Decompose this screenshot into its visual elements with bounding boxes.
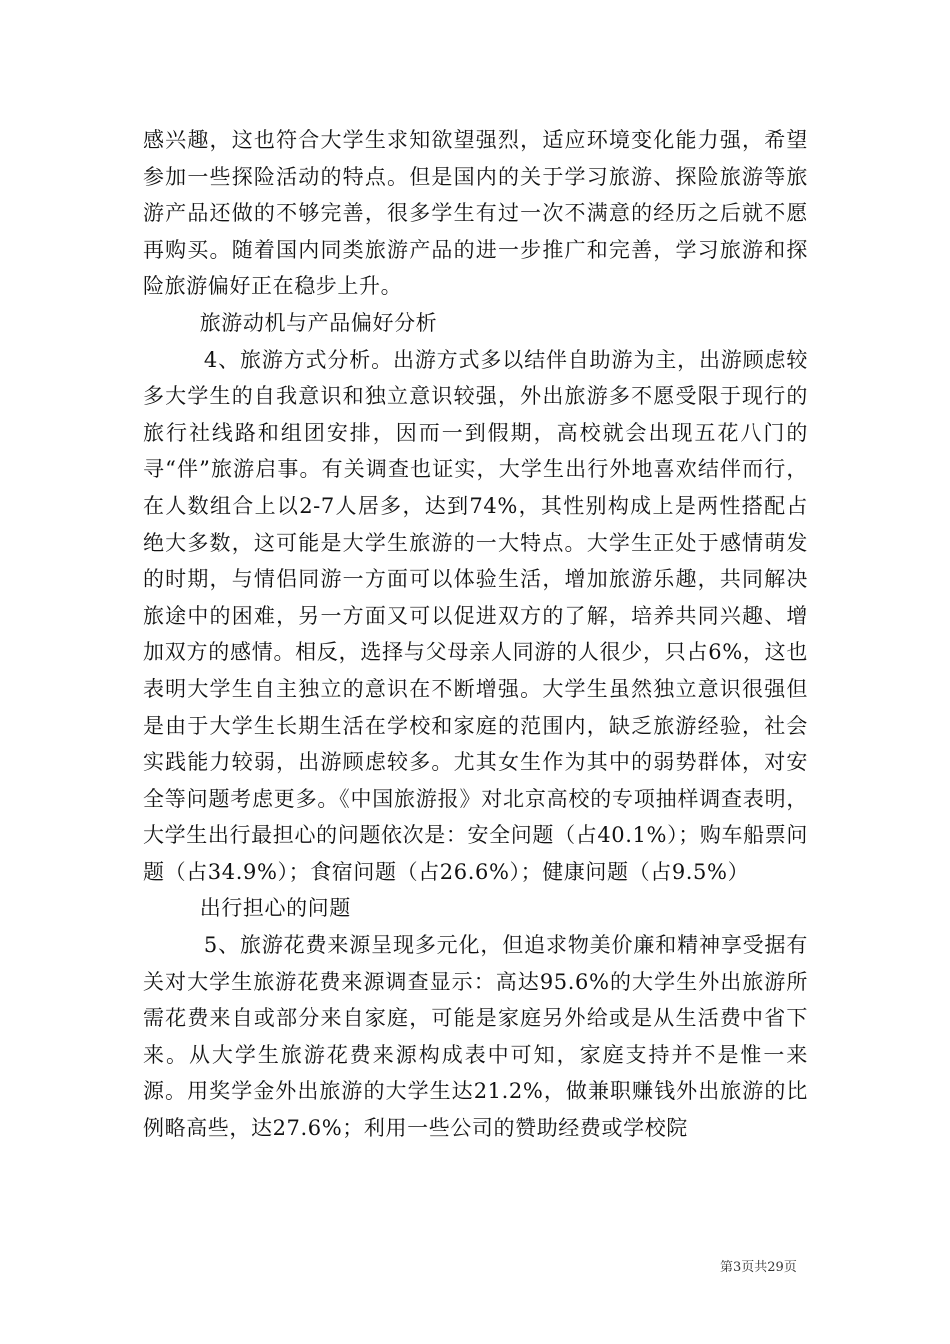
figure-caption-motivation: 旅游动机与产品偏好分析: [199, 310, 438, 335]
document-body: [143, 122, 808, 1147]
page-number: 第3页共29页: [720, 1260, 797, 1275]
paragraph-travel-mode: 4、旅游方式分析。出游方式多以结伴自助游为主，出游顾虑较多大学生的自我意识和独立意识较强，外出旅游多不愿受限于现行的旅行社线路和组团安排，因而一到假期，高校就会出现五花八门的寻“伴”旅游启事。有关调查也证实，大学生出行外地喜欢结伴而行，在人数组合上以2-7人居多，达到74%，其性别构成上是两性搭配占绝大多数，这可能是大学生旅游的一大特点。大学生正处于感情萌发的时期，与情侣同游一方面可以体验生活，增加旅游乐趣，共同解决旅途中的困难，另一方面又可以促进双方的了解，培养共同兴趣、增加双方的感情。相反，选择与父母亲人同游的人很少，只占6%，这也表明大学生自主独立的意识在不断增强。大学生虽然独立意识很强但是由于大学生长期生活在学校和家庭的范围内，缺乏旅游经验，社会实践能力较弱，出游顾虑较多。尤其女生作为其中的弱势群体，对安全等问题考虑更多。《中国旅游报》对北京高校的专项抽样调查表明，大学生出行最担心的问题依次是：安全问题（占40.1%）；购车船票问题（占34.9%）；食宿问题（占26.6%）；健康问题（占9.5%）: [143, 347, 808, 884]
paragraph-expense-source: 5、旅游花费来源呈现多元化，但追求物美价廉和精神享受据有关对大学生旅游花费来源调查显示：高达95.6%的大学生外出旅游所需花费来自或部分来自家庭，可能是家庭另外给或是从生活费中省下来。从大学生旅游花费来源构成表中可知，家庭支持并不是惟一来源。用奖学金外出旅游的大学生达21.2%，做兼职赚钱外出旅游的比例略高些，达27.6%；利用一些公司的赞助经费或学校院: [143, 933, 808, 1141]
figure-caption-concerns: 出行担心的问题: [199, 896, 351, 921]
paragraph-continued: 感兴趣，这也符合大学生求知欲望强烈，适应环境变化能力强，希望参加一些探险活动的特点。但是国内的关于学习旅游、探险旅游等旅游产品还做的不够完善，很多学生有过一次不满意的经历之后就不愿再购买。随着国内同类旅游产品的进一步推广和完善，学习旅游和探险旅游偏好正在稳步上升。: [143, 128, 808, 299]
